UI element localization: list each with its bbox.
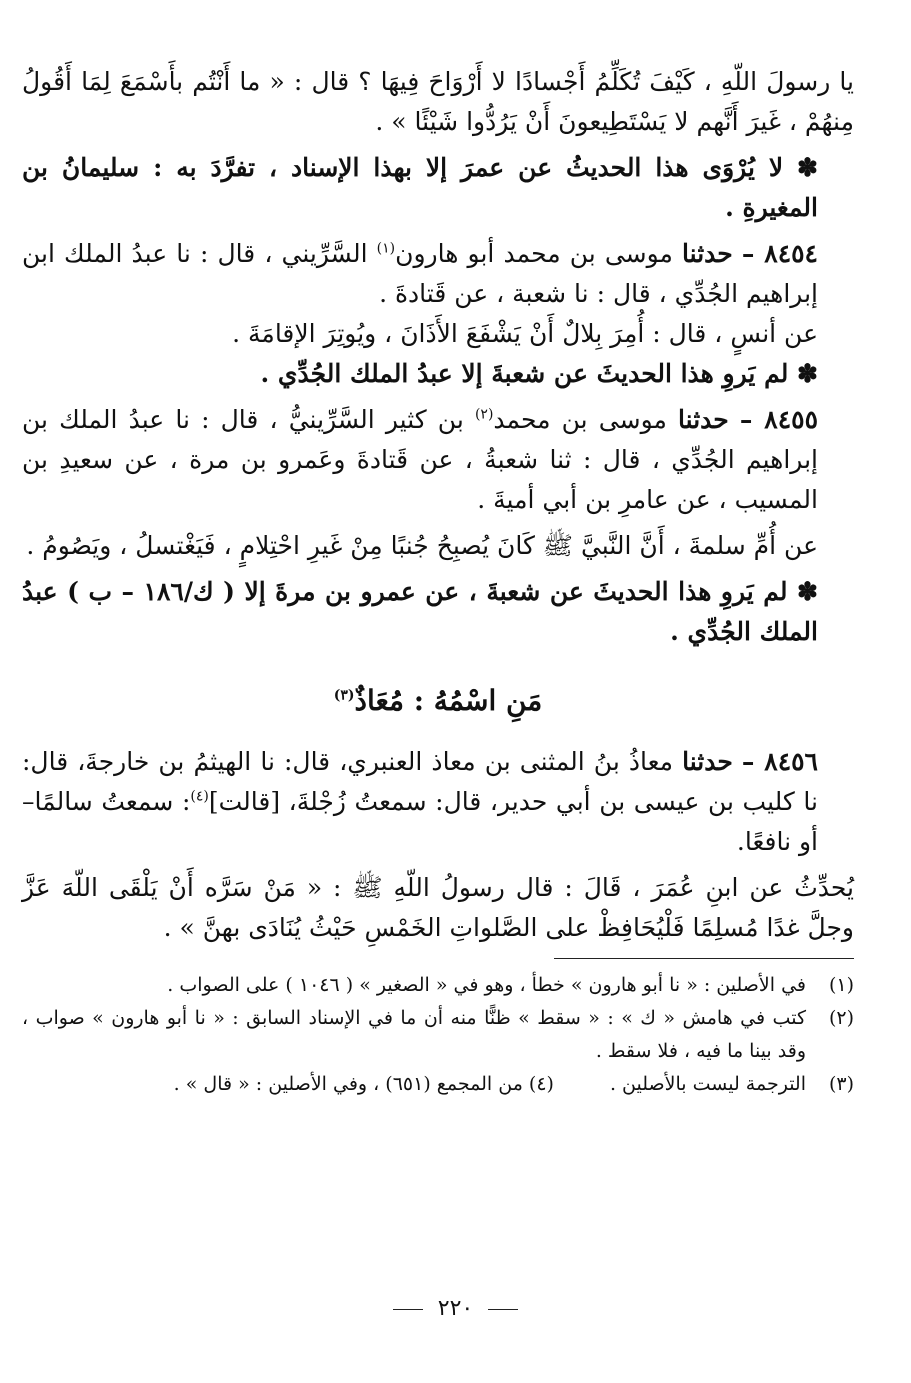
hadith-8456 — [22, 742, 854, 862]
section-heading — [22, 678, 854, 724]
hadith-number: ٨٤٥٤ – — [741, 239, 818, 268]
footnote-text-row — [22, 1068, 806, 1101]
footnote-number: (١) — [828, 974, 854, 996]
narrator-name: موسى بن محمد أبو هارون — [395, 239, 673, 268]
commentary-note-3: ✽ لم يَروِ هذا الحديثَ عن شعبةَ ، عن عمرو بن مرةَ إلا ( ك/١٨٦ – ب ) عبدُ الملك الجُدِّي . — [22, 577, 818, 646]
matn-8455: عن أُمِّ سلمةَ ، أَنَّ النَّبيَّ ﷺ كَانَ يُصبِحُ جُنبًا مِنْ غَيرِ احْتِلامٍ ، فَيَغْتسلُ ، ويَصُومُ . — [26, 531, 818, 560]
footnote-ref: (٣) — [333, 687, 355, 704]
footnote-ref: (١) — [376, 240, 396, 257]
hadith-number: ٨٤٥٥ – — [739, 405, 819, 434]
footnote-ref: (٤) — [190, 788, 209, 805]
matn-8456: يُحدِّثُ عن ابنِ عُمَرَ ، قَالَ : قال رسولُ اللّهِ ﷺ : « مَنْ سَرَّه أَنْ يَلْقَى اللّهَ عَزَّ وجلَّ غدًا مُسلِمًا فَلْيُحَافِظْ على الصَّلواتِ الخَمْسِ حَيْثُ يُنَادَى بهنَّ » . — [22, 873, 854, 942]
narration-opener: حدثنا — [682, 239, 733, 268]
footnotes — [22, 969, 854, 1101]
footnote-3 — [22, 1068, 854, 1101]
narrator-name: موسى بن محمد — [493, 405, 667, 434]
footnote-4-text: (٤) من المجمع (٦٥١) ، وفي الأصلين : « قال » . — [173, 1073, 554, 1095]
footnote-number: (٣) — [828, 1073, 854, 1095]
footnote-divider — [554, 958, 854, 959]
page-number-text: ٢٢٠ — [437, 1296, 474, 1321]
narration-opener: حدثنا — [682, 747, 733, 776]
text-paragraph-1: يا رسولَ اللّهِ ، كَيْفَ تُكَلِّمُ أَجْسادًا لا أَرْوَاحَ فِيهَا ؟ قال : « ما أَنْتُم بأَسْمَعَ لِمَا أَقُولُ مِنهُمْ ، غَيرَ أَنَّهم لا يَسْتَطِيعونَ أَنْ يَرُدُّوا شَيْئًا » . — [22, 67, 854, 136]
footnote-text: في الأصلين : « نا أبو هارون » خطأ ، وهو في « الصغير » ( ١٠٤٦ ) على الصواب . — [167, 974, 806, 996]
matn-8454: عن أنسٍ ، قال : أُمِرَ بِلالٌ أَنْ يَشْفَعَ الأَذَانَ ، ويُوتِرَ الإقامَةَ . — [232, 319, 818, 348]
hadith-number: ٨٤٥٦ – — [741, 747, 818, 776]
footnote-number: (٢) — [828, 1007, 854, 1029]
footnote-2 — [22, 1002, 854, 1068]
isnad-text-end: : سمعتُ سالمًا– أو نافعًا. — [22, 787, 818, 856]
page-number-dash-right — [393, 1309, 423, 1310]
isnad-text: السَّرِّيني ، قال : نا عبدُ الملك ابن إبراهيم الجُدِّي ، قال : نا شعبة ، عن قَتادةَ . — [22, 239, 818, 308]
footnote-1 — [22, 969, 854, 1002]
isnad-text: معاذُ بنُ المثنى بن معاذ العنبري، قال: نا الهيثمُ بن خارجةَ، قال: نا كليب بن عيسى بن أبي حدير، قال: سمعتُ زُجْلةَ، [قالت] — [22, 747, 818, 816]
hadith-8454 — [22, 234, 854, 314]
page-number — [0, 1296, 911, 1321]
isnad-text: بن كثير السَّرِّينيُّ ، قال : نا عبدُ الملك بن إبراهيم الجُدِّي ، قال : ثنا شعبةُ ، عن قَتادةَ وعَمرو بن مرة ، عن سعيدِ بن المسيب ، عن عامرِ بن أبي أميةَ . — [22, 405, 818, 514]
footnote-ref: (٢) — [474, 406, 494, 423]
footnote-text: الترجمة ليست بالأصلين . — [609, 1073, 806, 1095]
commentary-note-1: ✽ لا يُرْوَى هذا الحديثُ عن عمرَ إلا بهذا الإسناد ، تفرَّدَ به : سليمانُ بن المغيرةِ . — [22, 153, 818, 222]
page-number-dash-left — [488, 1309, 518, 1310]
narration-opener: حدثنا — [678, 405, 729, 434]
page-body — [22, 62, 854, 1101]
hadith-8455 — [22, 400, 854, 520]
footnote-text: كتب في هامش « ك » : « سقط » ظنًّا منه أن ما في الإسناد السابق : « نا أبو هارون » صواب ، وقد بينا ما فيه ، فلا سقط . — [22, 1007, 806, 1062]
section-heading-text: مَنِ اسْمُهُ : مُعَاذٌ — [354, 684, 543, 717]
commentary-note-2: ✽ لم يَروِ هذا الحديثَ عن شعبةَ إلا عبدُ الملك الجُدِّي . — [260, 359, 818, 388]
